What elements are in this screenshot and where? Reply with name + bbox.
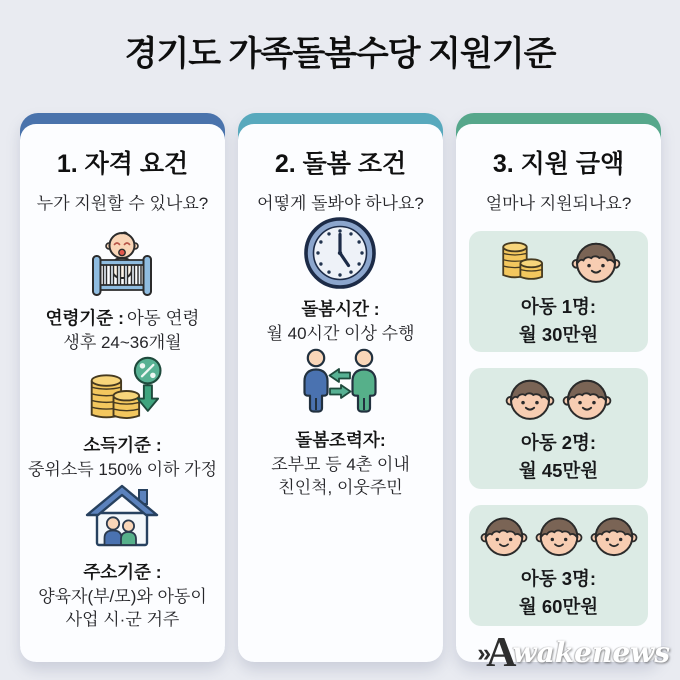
item-text: 조부모 등 4촌 이내 <box>271 454 410 474</box>
people-exchange-icon <box>292 345 388 423</box>
item-heading: 돌봄조력자: <box>295 430 386 451</box>
watermark-chevrons-icon: » <box>477 638 489 667</box>
item-text: 생후 24~36개월 <box>63 332 182 352</box>
item-text: 친인척, 이웃주민 <box>278 478 403 498</box>
card-care-conditions <box>238 113 443 662</box>
item-heading: 소득기준 : <box>83 435 162 456</box>
card-question: 어떻게 돌봐야 하나요? <box>257 194 424 213</box>
amount-box-three-children <box>469 505 648 626</box>
card-support-amount <box>456 113 661 662</box>
header <box>0 0 680 75</box>
child-face-icon <box>479 510 529 560</box>
card-eligibility-body <box>20 124 225 662</box>
amount-box-one-child <box>469 231 648 352</box>
amount-label: 아동 1명: <box>520 295 597 317</box>
card-question: 누가 지원할 수 있나요? <box>36 194 209 213</box>
watermark-initial: A <box>486 630 517 676</box>
child-face-icon <box>561 372 613 424</box>
amount-boxes <box>456 231 661 626</box>
item-heading: 돌봄시간 : <box>301 299 380 319</box>
amount-value: 월 30만원 <box>518 323 599 345</box>
eligibility-income-item <box>28 354 217 481</box>
watermark-text: wakenews <box>512 636 670 669</box>
amount-label: 아동 3명: <box>520 568 597 590</box>
eligibility-address-item <box>38 481 207 632</box>
item-text: 중위소득 150% 이하 가정 <box>27 459 218 479</box>
child-face-icon <box>570 235 622 287</box>
care-time-item <box>266 214 414 345</box>
coins-stack-icon <box>496 236 552 287</box>
page-title: 경기도 가족돌봄수당 지원기준 <box>124 35 556 73</box>
amount-value: 월 60만원 <box>518 596 599 617</box>
item-text: 양육자(부/모)와 아동이 <box>38 586 207 606</box>
clock-icon <box>301 214 379 292</box>
house-family-icon <box>82 481 162 555</box>
coins-percent-icon <box>79 354 167 428</box>
care-helper-item <box>271 345 410 500</box>
card-title: 2. 돌봄 조건 <box>274 150 407 178</box>
cards-row <box>20 113 661 662</box>
amount-value: 월 45만원 <box>518 460 599 481</box>
icon-row <box>504 372 613 424</box>
card-question: 얼마나 지원되나요? <box>485 194 632 213</box>
awakenews-watermark <box>477 632 670 674</box>
item-text: 사업 시·군 거주 <box>65 610 180 630</box>
eligibility-age-item <box>46 229 200 354</box>
child-face-icon <box>534 510 584 560</box>
amount-label: 아동 2명: <box>520 432 597 454</box>
card-title: 3. 지원 금액 <box>492 150 625 178</box>
card-care-conditions-body <box>238 124 443 662</box>
item-text: 월 40시간 이상 수행 <box>266 323 415 343</box>
child-face-icon <box>589 510 639 560</box>
child-face-icon <box>504 372 556 424</box>
item-heading: 연령기준 : 아동 연령 <box>45 308 200 328</box>
icon-row <box>496 235 622 287</box>
baby-crib-icon <box>86 229 158 301</box>
icon-row <box>479 510 639 560</box>
card-support-amount-body <box>456 124 661 662</box>
item-heading: 주소기준 : <box>83 562 162 583</box>
card-eligibility <box>20 113 225 662</box>
card-title: 1. 자격 요건 <box>56 150 189 178</box>
amount-box-two-children <box>469 368 648 489</box>
